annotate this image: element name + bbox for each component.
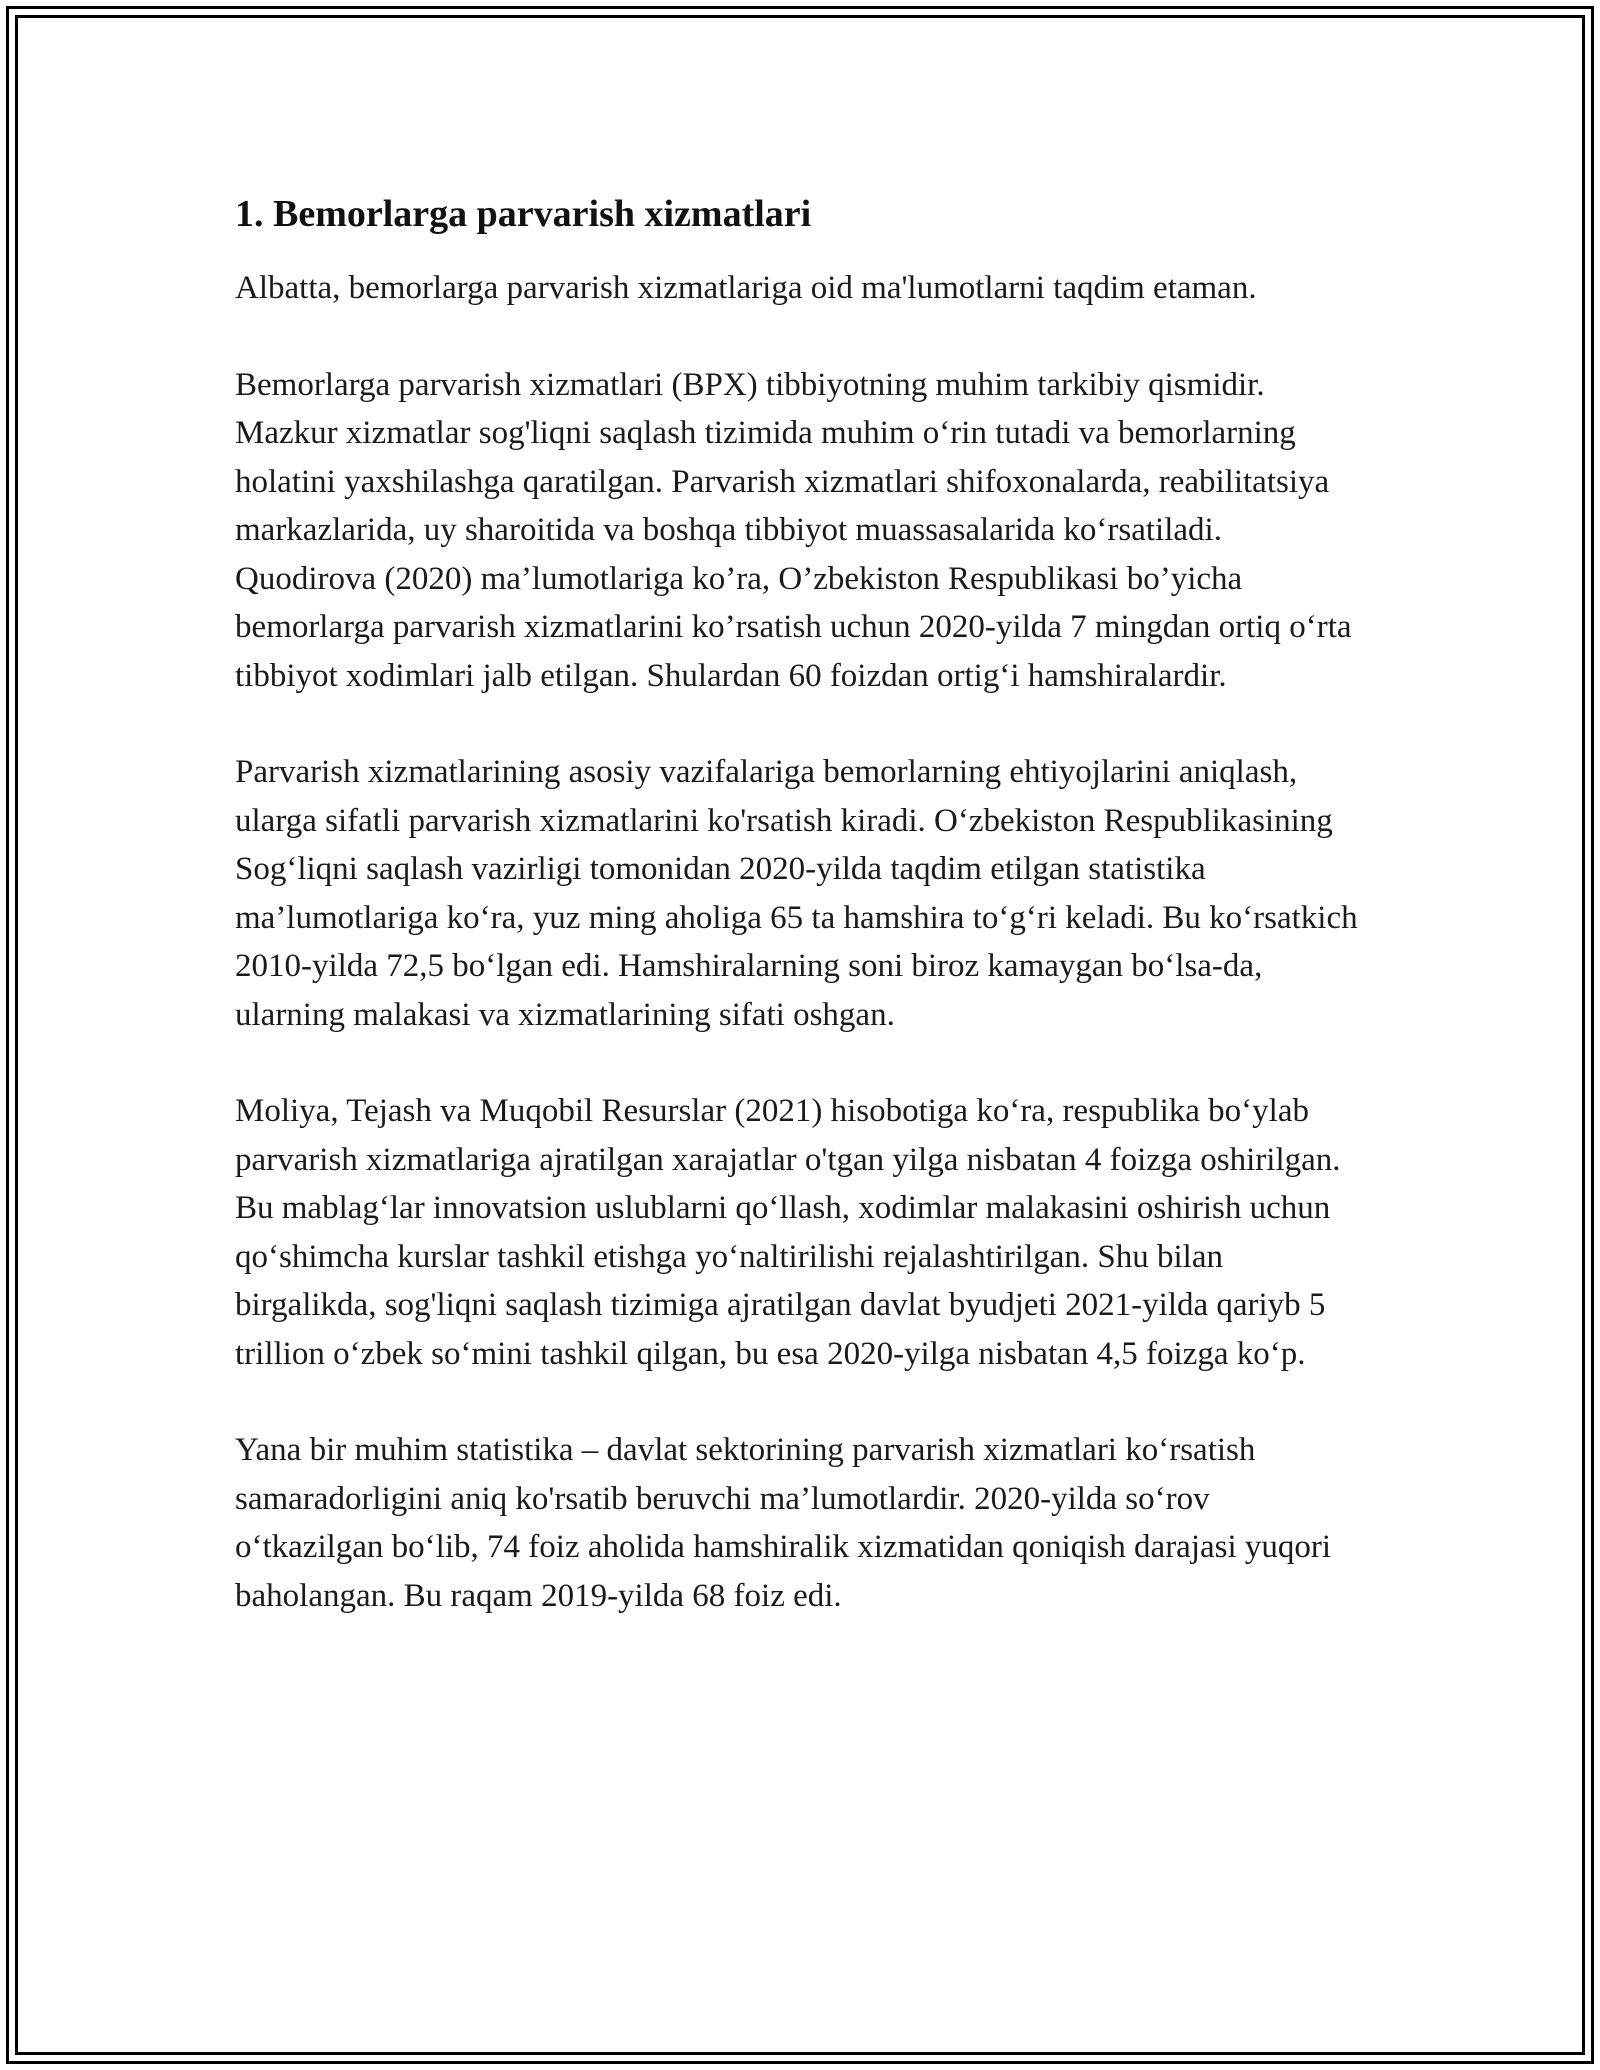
- section-heading: 1. Bemorlarga parvarish xizmatlari: [235, 193, 812, 235]
- paragraph-satisfaction: Yana bir muhim statistika – davlat sektorining parvarish xizmatlari ko‘rsatish samaradorligini aniq ko'rsatib beruvchi ma’lumotlardir. 2020-yilda so‘rov o‘tkazilgan bo‘lib, 74 foiz aholida hamshiralik xizmatidan qoniqish darajasi yuqori baholangan. Bu raqam 2019-yilda 68 foiz edi.: [235, 1432, 1332, 1614]
- document-body: [235, 190, 1365, 1668]
- paragraph-duties: Parvarish xizmatlarining asosiy vazifalariga bemorlarning ehtiyojlarini aniqlash, ularga sifatli parvarish xizmatlarini ko'rsatish kiradi. O‘zbekiston Respublikasining Sog‘liqni saqlash vazirligi tomonidan 2020-yilda taqdim etilgan statistika ma’lumotlariga ko‘ra, yuz ming aholiga 65 ta hamshira to‘g‘ri keladi. Bu ko‘rsatkich 2010-yilda 72,5 bo‘lgan edi. Hamshiralarning soni biroz kamaygan bo‘lsa-da, ularning malakasi va xizmatlarining sifati oshgan.: [235, 754, 1358, 1033]
- paragraph-finance: Moliya, Tejash va Muqobil Resurslar (2021) hisobotiga ko‘ra, respublika bo‘ylab parvarish xizmatlariga ajratilgan xarajatlar o'tgan yilga nisbatan 4 foizga oshirilgan. Bu mablag‘lar innovatsion uslublarni qo‘llash, xodimlar malakasini oshirish uchun qo‘shimcha kurslar tashkil etishga yo‘naltirilishi rejalashtirilgan. Shu bilan birgalikda, sog'liqni saqlash tizimiga ajratilgan davlat byudjeti 2021-yilda qariyb 5 trillion o‘zbek so‘mini tashkil qilgan, bu esa 2020-yilga nisbatan 4,5 foizga ko‘p.: [235, 1093, 1341, 1372]
- paragraph-intro: Albatta, bemorlarga parvarish xizmatlariga oid ma'lumotlarni taqdim etaman.: [235, 270, 1257, 306]
- paragraph-overview: Bemorlarga parvarish xizmatlari (BPX) tibbiyotning muhim tarkibiy qismidir. Mazkur xizmatlar sog'liqni saqlash tizimida muhim o‘rin tutadi va bemorlarning holatini yaxshilashga qaratilgan. Parvarish xizmatlari shifoxonalarda, reabilitatsiya markazlarida, uy sharoitida va boshqa tibbiyot muassasalarida ko‘rsatiladi. Quodirova (2020) ma’lumotlariga ko’ra, O’zbekiston Respublikasi bo’yicha bemorlarga parvarish xizmatlarini ko’rsatish uchun 2020-yilda 7 mingdan ortiq o‘rta tibbiyot xodimlari jalb etilgan. Shulardan 60 foizdan ortig‘i hamshiralardir.: [235, 366, 1352, 694]
